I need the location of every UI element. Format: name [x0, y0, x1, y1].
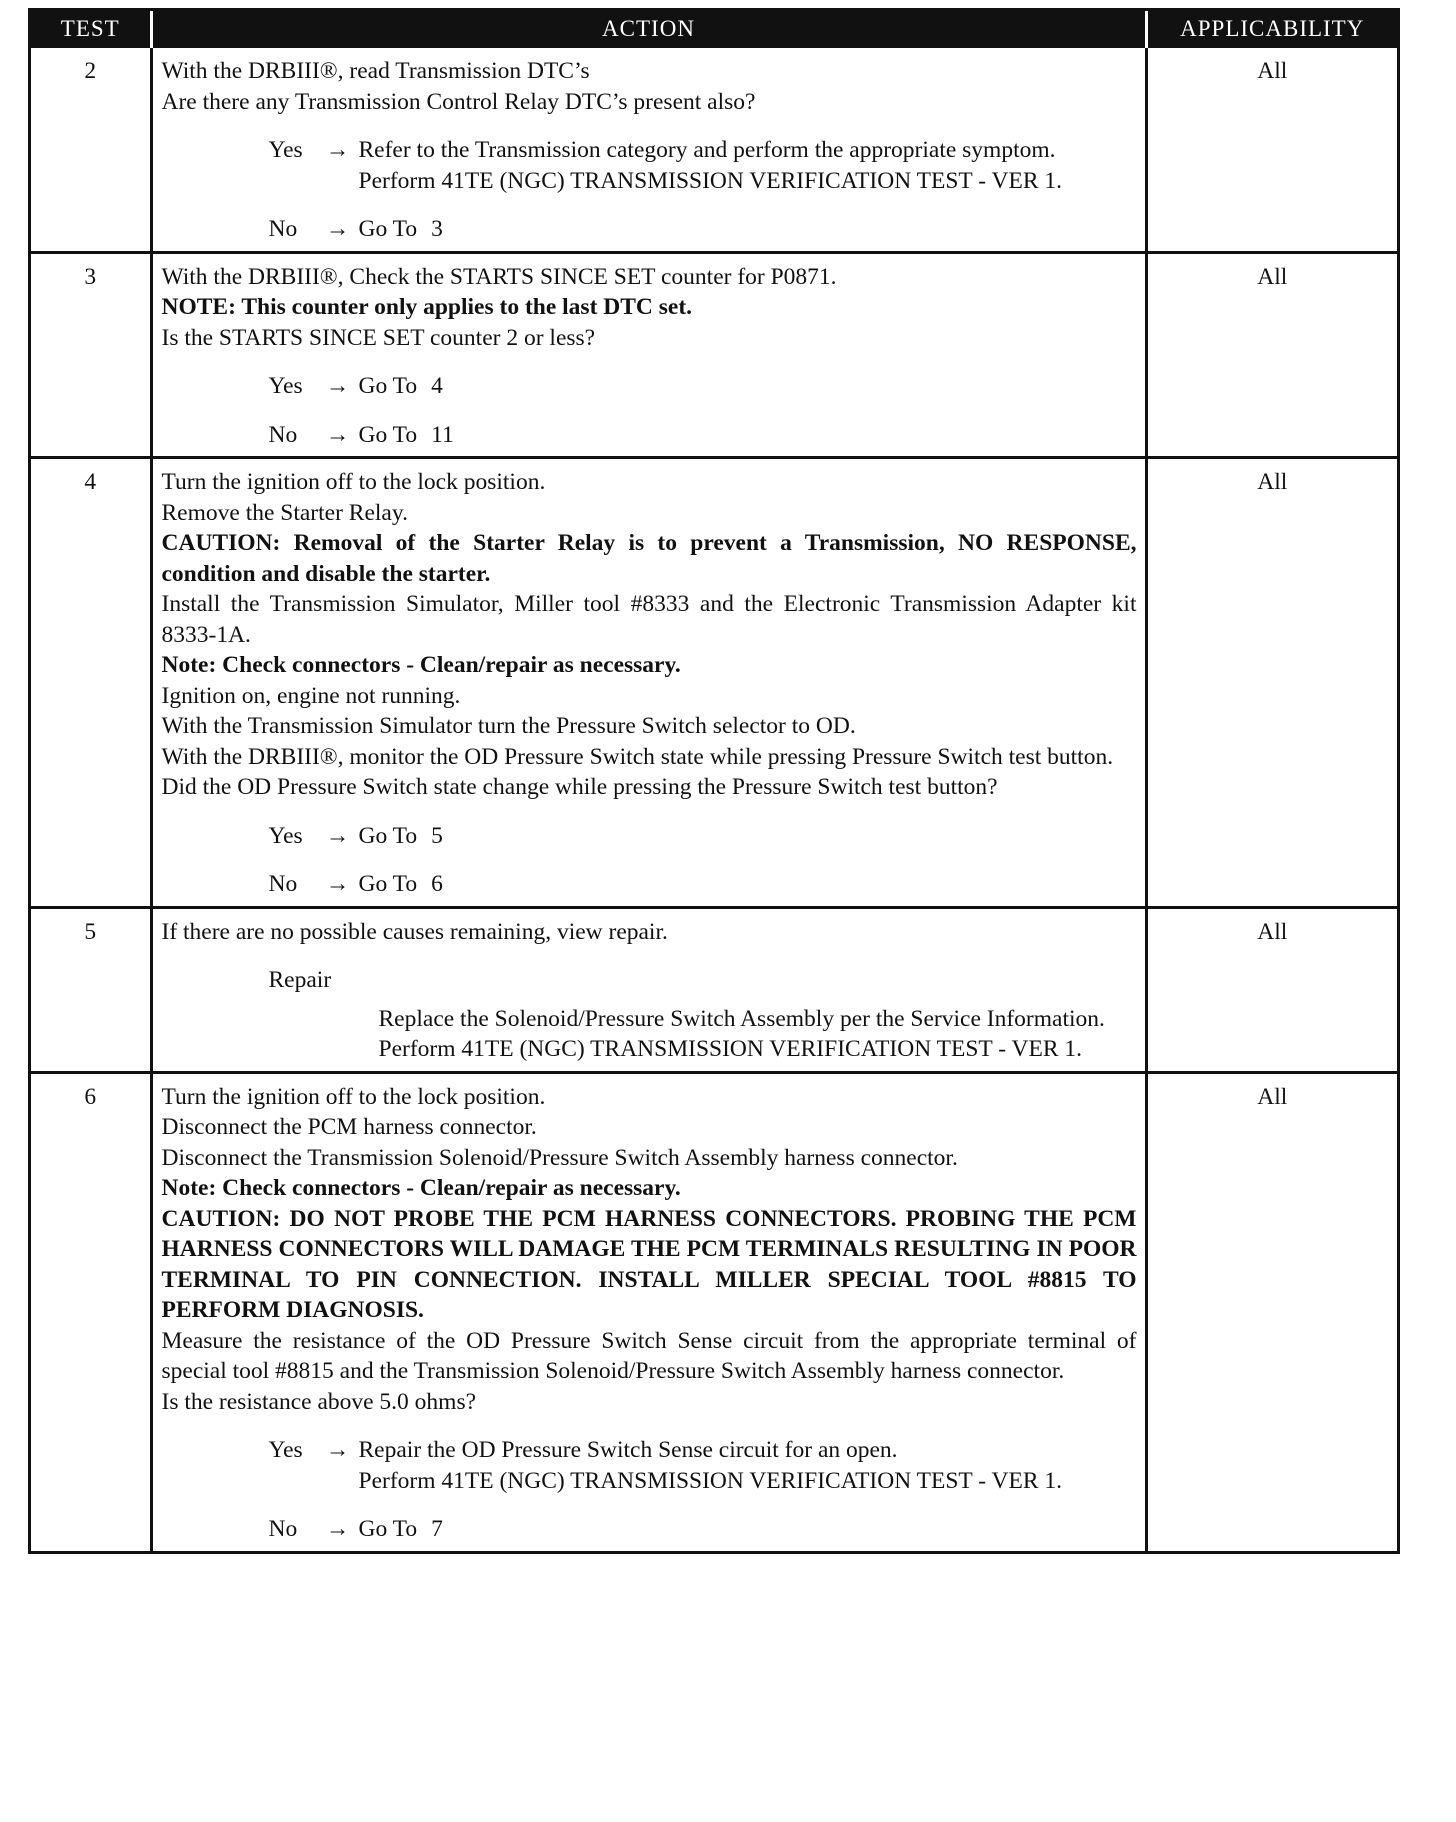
test-number: 3 [31, 252, 151, 458]
action-cell [151, 48, 1146, 253]
action-line: Did the OD Pressure Switch state change while pressing the Pressure Switch test button? [161, 774, 998, 800]
no-result [359, 420, 1137, 451]
action-line: Turn the ignition off to the lock position. [161, 1083, 546, 1110]
action-cell [151, 907, 1146, 1072]
repair-label: Repair [268, 967, 332, 993]
result-line: Repair the OD Pressure Switch Sense circuit for an open. [358, 1437, 898, 1463]
action-line: Measure the resistance of the OD Pressure Switch Sense circuit from the appropriate terminal of special tool #8815 and the Transmission Solenoid/Pressure Switch Assembly harness connector. [161, 1327, 1137, 1384]
goto-text: Go To [358, 1516, 418, 1542]
test-number: 6 [31, 1072, 151, 1551]
arrow-icon: → [325, 822, 350, 849]
no-outcome [269, 869, 1137, 900]
procedure-table [31, 11, 1397, 1551]
table-row [31, 907, 1397, 1072]
arrow-icon: → [325, 1437, 350, 1463]
yes-outcome [269, 135, 1137, 196]
note-line: Note: Check connectors - Clean/repair as necessary. [161, 1175, 681, 1201]
applicability: All [1146, 1072, 1397, 1551]
result-line: Perform 41TE (NGC) TRANSMISSION VERIFICATION TEST - VER 1. [358, 167, 1062, 194]
table-row [31, 252, 1397, 458]
table-header-row [31, 11, 1397, 48]
result-line: Refer to the Transmission category and perform the appropriate symptom. [358, 137, 1056, 163]
action-line: Remove the Starter Relay. [161, 499, 408, 526]
yes-label: Yes [268, 373, 303, 399]
goto-text: Go To [358, 822, 418, 849]
action-line: Are there any Transmission Control Relay DTC’s present also? [161, 88, 756, 115]
yes-outcome [269, 1435, 1137, 1496]
action-line: With the DRBIII®, monitor the OD Pressure Switch state while pressing Pressure Switch test button. [161, 743, 1114, 770]
action-cell [151, 1072, 1146, 1551]
repair-line: Perform 41TE (NGC) TRANSMISSION VERIFICATION TEST - VER 1. [378, 1036, 1082, 1062]
action-line: Disconnect the PCM harness connector. [161, 1114, 537, 1140]
yes-label: Yes [268, 137, 303, 163]
test-number: 4 [31, 458, 151, 908]
action-line: Is the STARTS SINCE SET counter 2 or less? [161, 324, 596, 351]
goto-target: 6 [431, 871, 443, 897]
action-line: Is the resistance above 5.0 ohms? [161, 1388, 477, 1415]
yes-label: Yes [268, 822, 303, 849]
yes-label: Yes [268, 1437, 303, 1463]
no-label: No [268, 216, 298, 242]
action-line: Turn the ignition off to the lock position. [161, 469, 546, 495]
arrow-icon: → [325, 373, 350, 399]
yes-outcome [269, 371, 1137, 402]
no-label: No [268, 871, 298, 897]
table-row [31, 458, 1397, 908]
action-line: With the DRBIII®, read Transmission DTC’s [161, 58, 590, 84]
no-result [359, 214, 1137, 245]
yes-result [359, 371, 1137, 402]
table-row [31, 1072, 1397, 1551]
goto-text: Go To [358, 373, 418, 399]
caution-line: CAUTION: DO NOT PROBE THE PCM HARNESS CONNECTORS. PROBING THE PCM HARNESS CONNECTORS WILL DAMAGE THE PCM TERMINALS RESULTING IN POOR TERMINAL TO PIN CONNECTION. INSTALL MILLER SPECIAL TOOL #8815 TO PERFORM DIAGNOSIS. [161, 1205, 1137, 1323]
goto-text: Go To [358, 871, 418, 897]
repair-line: Replace the Solenoid/Pressure Switch Assembly per the Service Information. [378, 1005, 1105, 1032]
no-outcome [269, 420, 1137, 451]
action-line: With the DRBIII®, Check the STARTS SINCE SET counter for P0871. [161, 263, 837, 290]
applicability: All [1146, 252, 1397, 458]
goto-text: Go To [358, 216, 418, 242]
goto-target: 5 [431, 822, 443, 849]
action-cell [151, 458, 1146, 908]
goto-target: 3 [431, 216, 443, 242]
repair-text [379, 1004, 1137, 1065]
no-label: No [268, 1516, 298, 1542]
table-row [31, 48, 1397, 253]
goto-target: 7 [431, 1516, 443, 1542]
arrow-icon: → [325, 871, 350, 897]
no-result [359, 869, 1137, 900]
action-line: Disconnect the Transmission Solenoid/Pressure Switch Assembly harness connector. [161, 1144, 958, 1171]
no-label: No [268, 421, 298, 448]
arrow-icon: → [325, 216, 350, 242]
action-line: Install the Transmission Simulator, Miller tool #8333 and the Electronic Transmission Adapter kit 8333-1A. [161, 591, 1137, 648]
applicability: All [1146, 458, 1397, 908]
yes-result [359, 821, 1137, 852]
action-line: Ignition on, engine not running. [161, 682, 461, 709]
applicability: All [1146, 907, 1397, 1072]
yes-result [359, 135, 1137, 196]
diagnostic-procedure-table [28, 8, 1400, 1554]
arrow-icon: → [325, 137, 350, 163]
test-number: 5 [31, 907, 151, 1072]
no-result [359, 1514, 1137, 1545]
no-outcome [269, 1514, 1137, 1545]
header-action: ACTION [151, 11, 1146, 48]
arrow-icon: → [325, 1516, 350, 1542]
goto-target: 11 [431, 421, 454, 448]
applicability: All [1146, 48, 1397, 253]
yes-result [359, 1435, 1137, 1496]
caution-line: CAUTION: Removal of the Starter Relay is to prevent a Transmission, NO RESPONSE, condition and disable the starter. [161, 530, 1137, 587]
action-line: If there are no possible causes remaining, view repair. [161, 918, 668, 945]
goto-target: 4 [431, 373, 443, 399]
no-outcome [269, 214, 1137, 245]
arrow-icon: → [325, 421, 350, 448]
header-applicability: APPLICABILITY [1146, 11, 1397, 48]
note-line: NOTE: This counter only applies to the last DTC set. [161, 294, 693, 320]
action-cell [151, 252, 1146, 458]
yes-outcome [269, 821, 1137, 852]
note-line: Note: Check connectors - Clean/repair as necessary. [161, 652, 681, 678]
header-test: TEST [31, 11, 151, 48]
test-number: 2 [31, 48, 151, 253]
result-line: Perform 41TE (NGC) TRANSMISSION VERIFICATION TEST - VER 1. [358, 1467, 1062, 1494]
action-line: With the Transmission Simulator turn the Pressure Switch selector to OD. [161, 713, 856, 739]
goto-text: Go To [358, 421, 418, 448]
